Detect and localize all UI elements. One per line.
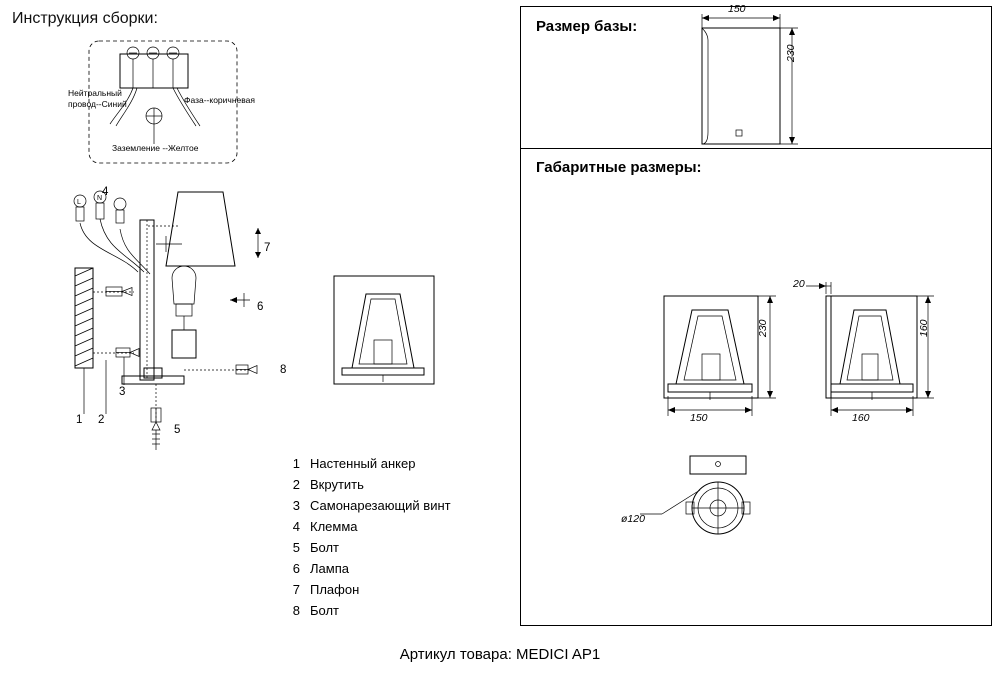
side-depth-dim: 20	[793, 278, 805, 290]
assembly-title: Инструкция сборки:	[12, 10, 158, 27]
part-label: Вкрутить	[310, 477, 364, 492]
wiring-ground-label: Заземление --Желтое	[112, 143, 199, 153]
part-number: 5	[292, 540, 300, 555]
side-view-drawing	[820, 292, 950, 422]
callout-4: 4	[102, 186, 109, 198]
base-size-drawing	[688, 12, 868, 147]
top-diameter-dim: ø120	[621, 513, 645, 525]
list-item	[280, 498, 510, 519]
list-item	[280, 540, 510, 561]
list-item	[280, 561, 510, 582]
callout-8: 8	[280, 364, 287, 376]
part-label: Болт	[310, 540, 340, 555]
exploded-assembly-view	[60, 180, 290, 450]
article-number: Артикул товара: MEDICI AP1	[399, 646, 601, 663]
part-label: Клемма	[310, 519, 358, 534]
top-view-drawing	[640, 452, 790, 562]
front-view-drawing	[660, 292, 790, 422]
list-item	[280, 582, 510, 603]
callout-6: 6	[257, 301, 264, 313]
base-width-dim: 150	[728, 3, 746, 15]
panel-divider	[520, 148, 992, 149]
callout-7: 7	[264, 242, 271, 254]
part-number: 4	[292, 519, 300, 534]
part-label: Болт	[310, 603, 340, 618]
svg-text:N: N	[97, 195, 103, 202]
part-number: 3	[292, 498, 300, 513]
part-number: 6	[292, 561, 300, 576]
front-height-dim: 230	[757, 319, 769, 337]
part-label: Настенный анкер	[310, 456, 416, 471]
part-number: 7	[292, 582, 300, 597]
svg-text:L: L	[77, 199, 81, 206]
list-item	[280, 519, 510, 540]
part-label: Самонарезающий винт	[310, 498, 451, 513]
overall-dimensions-title: Габаритные размеры:	[536, 159, 702, 176]
base-size-title: Размер базы:	[536, 18, 638, 35]
callout-1: 1	[76, 414, 83, 426]
callout-3: 3	[119, 386, 126, 398]
part-label: Лампа	[310, 561, 349, 576]
list-item	[280, 456, 510, 477]
list-item	[280, 477, 510, 498]
side-height-dim: 160	[918, 319, 930, 337]
part-number: 2	[292, 477, 300, 492]
side-width-dim: 160	[852, 412, 870, 424]
part-number: 1	[292, 456, 300, 471]
base-height-dim: 230	[785, 44, 797, 62]
part-label: Плафон	[310, 582, 360, 597]
part-number: 8	[292, 603, 300, 618]
wiring-phase-label: Фаза--коричневая	[184, 95, 255, 105]
list-item	[280, 603, 510, 624]
parts-list	[280, 456, 510, 624]
callout-5: 5	[174, 424, 181, 436]
wiring-neutral-label: Нейтральный провод--Синий	[68, 88, 127, 109]
callout-2: 2	[98, 414, 105, 426]
front-width-dim: 150	[690, 412, 708, 424]
assembled-product-view	[330, 272, 440, 392]
